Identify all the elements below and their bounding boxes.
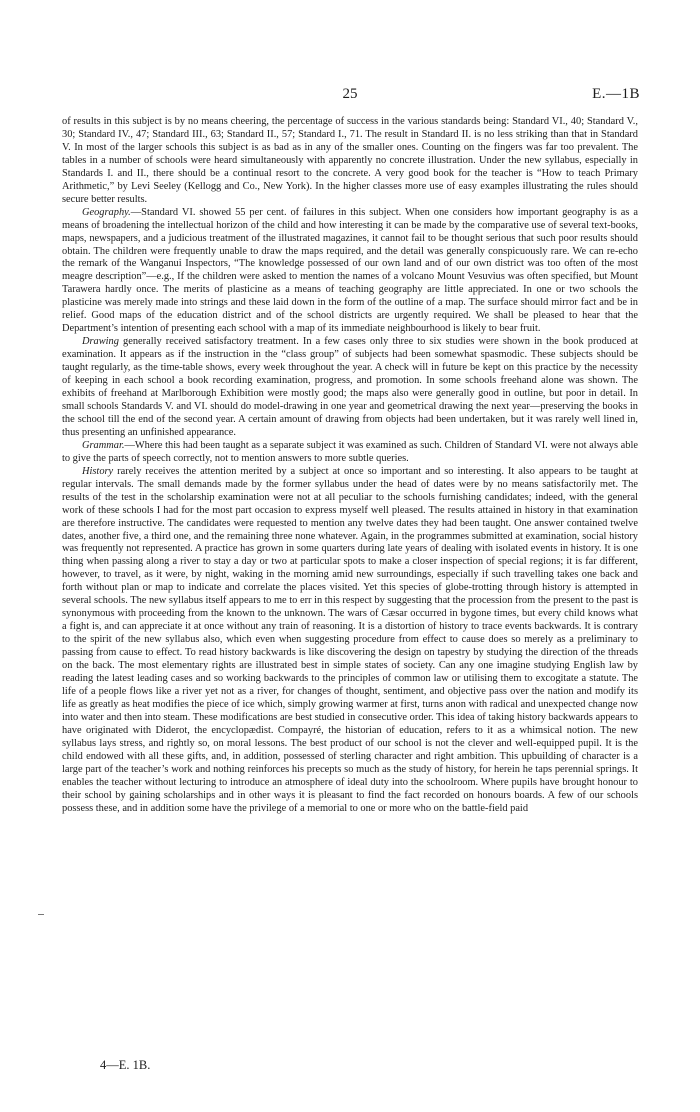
paragraph-drawing (62, 336, 638, 440)
document-reference: E.—1B (592, 86, 640, 102)
page-header (60, 86, 640, 106)
paragraph-lead: Geography. (82, 206, 131, 218)
paragraph-history (62, 466, 638, 816)
paragraph-lead: History (82, 465, 114, 477)
paragraph-text: rarely receives the attention merited by a subject at once so important and so interesting. It also appears to be taught at regular intervals. The small demands made by the former syllabus under the head of dates were by no means satisfactorily met. The results of the test in the scholarship examination were not at all peculiar to the schools furnishing candidates; indeed, with the general work of these schools I had for the most part occasion to express myself well pleased. The results attained in history in that examination are therefore instructive. The candidates were requested to mention any twelve dates they had been taught. One answer contained twelve dates, another five, a third one, and the remaining three none whatever. Again, in the programmes submitted at examination, social history was frequently not represented. A practice has grown in some quarters during late years of dealing with isolated events in history. It is one thing when passing along a river to stay a day or two at particular spots to make a closer inspection of special regions; it is far different, however, to travel, as it were, by night, waking in the morning amid new surroundings, especially if such travelling takes one back and forth without plan or map to indicate and correlate the places visited. Yet this species of globe-trotting through history is attempted in several schools. The new syllabus itself appears to me to err in this respect by suggesting that the procession from the present to the past is synonymous with proceeding from the known to the unknown. The wars of Cæsar occurred in bygone times, but every child knows what a fight is, and can appreciate it at once without any train of reasoning. It is a distortion of history to trace events backwards. It is contrary to the spirit of the new syllabus also, which even when suggesting procedure from effect to cause does so merely as a preliminary to passing from cause to effect. To read history backwards is like discovering the design on tapestry by studying the direction of the threads on the back. The most elementary rights are illustrated best in simple states of society. Can any one imagine studying English law by reading the latest leading cases and so working backwards to the principles of common law or utilising them to excogitate a statute. The life of a people flows like a river yet not as a river, for changes of thought, sentiment, and objective pass over the nation and modify its life as greatly as heat modifies the piece of ice which, simply growing warmer at first, turns anon with radical and unexpected change now into water and then into steam. These modifications are best studied in consecutive order. This idea of taking history backwards appears to have originated with Diderot, the encyclopædist. Compayré, the historian of education, refers to it as a whimsical notion. The new syllabus lays stress, and rightly so, on moral lessons. The best product of our school is not the clever and well-equipped pupil. It is the child endowed with all these gifts, and, in addition, possessed of sterling character and right ambition. This upbuilding of character is a large part of the teacher’s work and nothing reinforces his precepts so much as the study of history, for herein he taps perennial springs. It enables the teacher without lecturing to introduce an atmosphere of ideal duty into the schoolroom. Where pupils have brought honour to their school by gaining scholarships and in other ways it is pleasant to find the fact recorded on honours boards. A few of our schools possess these, and in addition some have the privilege of a memorial to one or more who on the battle-field paid (62, 465, 638, 814)
page-number: 25 (342, 86, 358, 102)
paragraph-lead: Grammar. (82, 439, 125, 451)
paragraph-geography (62, 207, 638, 337)
paragraph-text: generally received satisfactory treatment. In a few cases only three to six studies were shown in the book produced at examination. It appears as if the instruction in the “class group” of subjects had been somewhat spasmodic. These subjects should be taught regularly, as the time-table shows, every week throughout the year. A check will in future be kept on this practice by the necessity of keeping in each school a book recording examination, progress, and promotion. In some schools freehand alone was shown. The exhibits of freehand at Marlborough Exhibition were mostly good; the maps also were generally good in outline, but poor in detail. In small schools Standards V. and VI. should do model-drawing in one year and geometrical drawing the next year—preserving the books in the school till the end of the second year. A certain amount of drawing from objects had been undertaken, but it was rarely well lined in, thus presenting an unfinished appearance. (62, 336, 638, 438)
paragraph-text: —Where this had been taught as a separate subject it was examined as such. Children of Standard VI. were not always able to give the parts of speech correctly, not to mention answers to more subtle queries. (62, 439, 638, 464)
paragraph-arithmetic (62, 116, 638, 207)
paragraph-lead: Drawing (82, 336, 119, 348)
body-text (62, 116, 638, 815)
paragraph-text: of results in this subject is by no means cheering, the percentage of success in the various standards being: Standard VI., 40; Standard V., 30; Standard IV., 47; Standard III., 63; Standard II., 57; Standard I., 71. The result in Standard II. is no less striking than that in Standard V. In most of the larger schools this subject is as bad as in any of the smaller ones. Counting on the fingers was far too prevalent. The tables in a number of schools were heard simultaneously with apparently no concrete illustration. Under the new syllabus, especially in Standards I. and II., there should be a continual resort to the concrete. A very good book for the teacher is “How to teach Primary Arithmetic,” by Levi Seeley (Kellogg and Co., New York). In the higher classes more use of easy examples illustrating the rules should secure better results. (62, 116, 638, 205)
margin-mark (38, 914, 44, 915)
paragraph-grammar (62, 440, 638, 466)
signature-mark: 4—E. 1B. (100, 1058, 151, 1072)
paragraph-text: —Standard VI. showed 55 per cent. of failures in this subject. When one considers how important geography is as a means of broadening the intellectual horizon of the child and how interesting it can be made by the comparative use of several text-books, maps, newspapers, and a judicious treatment of the illustrated magazines, it cannot fail to be thought serious that such poor results should obtain. The children were frequently unable to draw the maps required, and the detail was generally conspicuously rare. We can re-echo the remark of the Wanganui Inspectors, “The knowledge possessed of our own land and of our own district was too often of the most meagre description”—e.g., If the children were asked to mention the names of a volcano Mount Vesuvius was often specified, but Mount Tarawera hardly once. The merits of plasticine as a means of teaching geography are little appreciated. In one or two schools the plasticine was merely made into strings and these laid down in the form of the outline of a map. The surface should mirror fact and be in relief. Good maps of the education district and of the school districts are urgently required. We shall be pleased to hear that the Department’s intention of presenting each school with a map of its immediate neighbourhood is likely to bear fruit. (62, 206, 638, 335)
